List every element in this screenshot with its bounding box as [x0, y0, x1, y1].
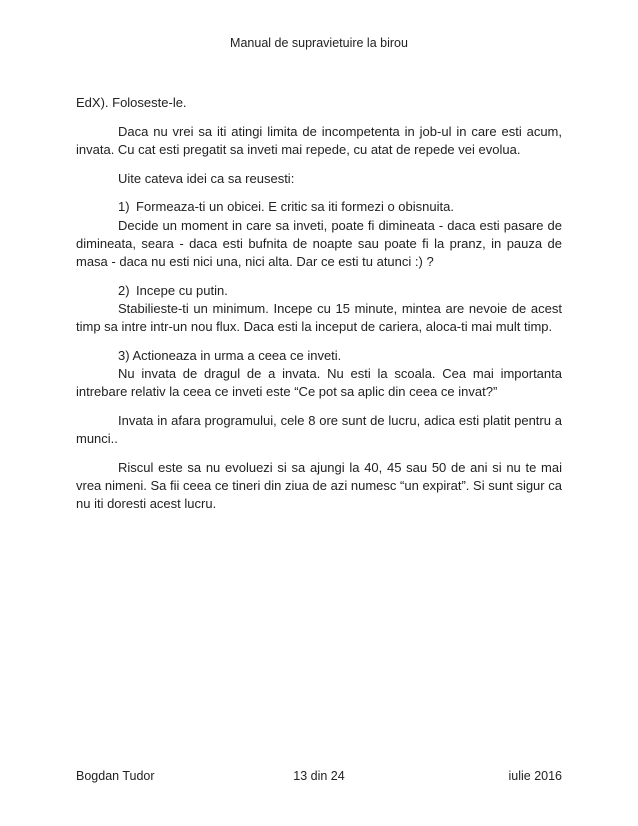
footer-author: Bogdan Tudor — [76, 769, 155, 783]
paragraph-risk: Riscul este sa nu evoluezi si sa ajungi la 40, 45 sau 50 de ani si nu te mai vrea nimeni. Sa fii ceea ce tineri din ziua de azi numesc “un expirat”. Si sunt sigur ca nu iti doresti acest lucru. — [76, 459, 562, 512]
paragraph-incompetence: Daca nu vrei sa iti atingi limita de incompetenta in job-ul in care esti acum, invata. Cu cat esti pregatit sa inveti mai repede, cu atat de repede vei evolua. — [76, 123, 562, 157]
paragraph-ideas-intro: Uite cateva idei ca sa reusesti: — [118, 170, 295, 186]
paragraph-act-detail: Nu invata de dragul de a invata. Nu esti la scoala. Cea mai importanta intrebare relativ la ceea ce inveti este “Ce pot sa aplic din ceea ce invat?” — [76, 365, 562, 400]
running-header: Manual de supravietuire la birou — [230, 36, 408, 50]
paragraph-habit-detail: Decide un moment in care sa inveti, poate fi dimineata - daca esti pasare de dimineata, seara - daca esti bufnita de noapte sau poate fi la pranz, in pauza de masa - daca nu esti nici una, nici alta. Dar ce esti tu atunci :) ? — [76, 217, 562, 269]
footer-page-number: 13 din 24 — [293, 769, 345, 783]
footer-date: iulie 2016 — [508, 769, 562, 783]
body-text — [76, 94, 562, 524]
list-item-start-small: 2) Incepe cu putin. — [118, 282, 228, 298]
paragraph-continuation: EdX). Foloseste-le. — [76, 95, 187, 110]
paragraph-start-small-detail: Stabilieste-ti un minimum. Incepe cu 15 minute, mintea are nevoie de acest timp sa intre intr-un nou flux. Daca esti la inceput de cariera, aloca-ti mai mult timp. — [76, 300, 562, 335]
paragraph-outside-hours: Invata in afara programului, cele 8 ore sunt de lucru, adica esti platit pentru a munci.. — [76, 412, 562, 447]
list-item-act: 3) Actioneaza in urma a ceea ce inveti. — [118, 347, 342, 363]
list-item-habit: 1) Formeaza-ti un obicei. E critic sa iti formezi o obisnuita. — [118, 199, 454, 215]
running-footer — [76, 769, 562, 785]
